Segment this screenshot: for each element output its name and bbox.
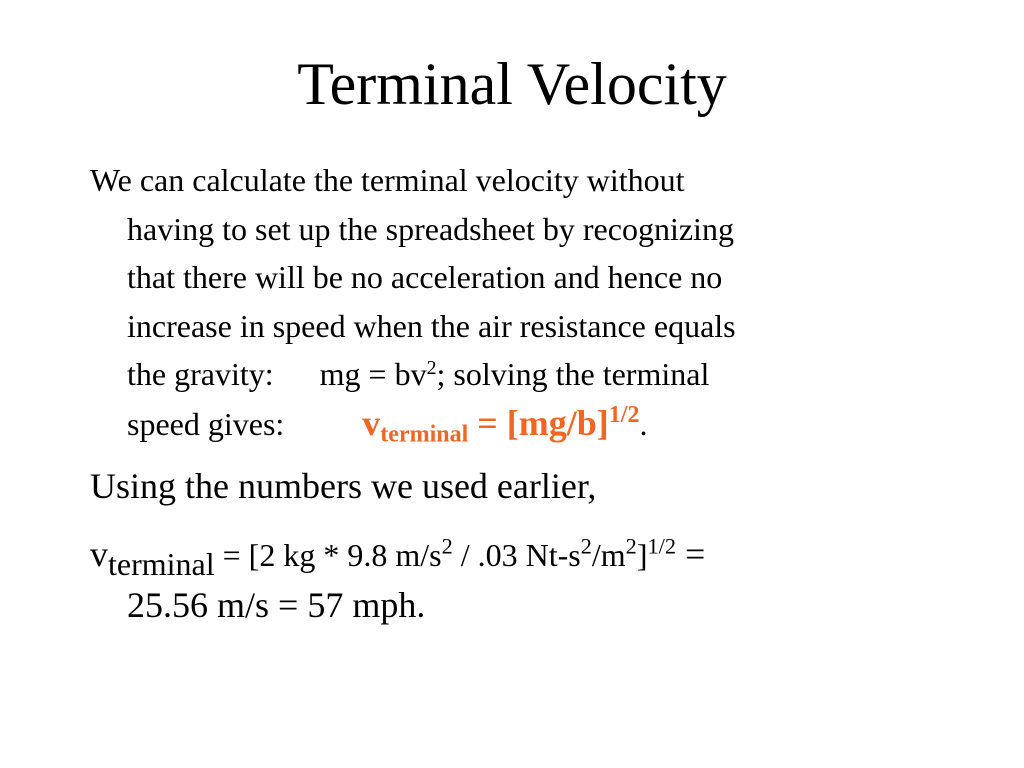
- formula-subscript: terminal: [380, 421, 469, 448]
- slide-title: Terminal Velocity: [297, 51, 727, 117]
- paragraph-line: having to set up the spreadsheet by recognizing: [127, 210, 734, 247]
- formula-variable: v: [362, 402, 381, 443]
- calculation-result-line: 25.56 m/s = 57 mph.: [127, 585, 426, 625]
- calculation-line: [90, 529, 950, 580]
- paragraph-line: We can calculate the terminal velocity without: [90, 162, 685, 198]
- calculation-text: / .03 Nt-s: [452, 537, 581, 573]
- calculation-text: ]: [636, 537, 648, 573]
- line-text: the gravity:: [127, 356, 274, 392]
- formula-exponent: 1/2: [608, 401, 640, 428]
- formula-exponent: 2: [441, 533, 453, 559]
- formula-exponent: 2: [426, 357, 437, 380]
- terminal-velocity-formula: [362, 401, 640, 448]
- line-text: ; solving the terminal: [436, 356, 710, 392]
- paragraph-line-with-result: [90, 399, 910, 449]
- formula-subscript: terminal: [108, 545, 215, 582]
- calculation-text: =: [675, 534, 706, 574]
- formula-expression: = [mg/b]: [468, 402, 609, 443]
- calculation-text: = [2 kg * 9.8 m/s: [214, 537, 442, 573]
- transition-paragraph: Using the numbers we used earlier,: [90, 466, 597, 506]
- formula-exponent: 2: [625, 533, 637, 559]
- calculation-text: /m: [591, 537, 626, 573]
- paragraph-line: that there will be no acceleration and hence no: [127, 259, 723, 295]
- formula-exponent: 2: [580, 533, 592, 559]
- paragraph-line: increase in speed when the air resistance equals: [127, 307, 736, 344]
- explanation-paragraph: [90, 156, 910, 448]
- formula-text: mg = bv: [319, 356, 427, 392]
- formula-variable: v: [90, 534, 108, 574]
- line-text: speed gives:: [127, 405, 285, 442]
- formula-exponent: 1/2: [647, 533, 676, 559]
- force-balance-formula: [320, 356, 437, 392]
- line-period: .: [639, 405, 648, 442]
- paragraph-line-with-formula: [90, 350, 910, 399]
- calculation-paragraph: [90, 529, 950, 630]
